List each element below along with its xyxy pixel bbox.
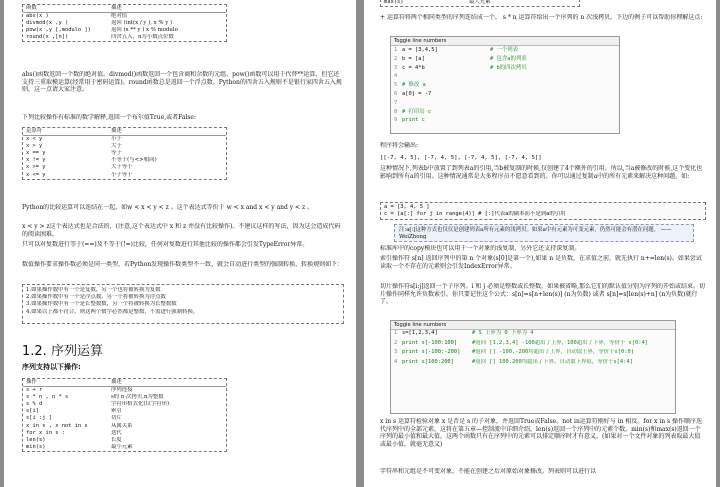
table-row: [23, 437, 226, 444]
line-number: 8: [394, 108, 398, 115]
table-cell-key: x > y: [26, 143, 43, 150]
table-cell-key: 运算符: [26, 128, 43, 134]
code-line: [391, 72, 619, 81]
table-row: [23, 387, 226, 394]
table-cell-desc: 切片: [111, 415, 122, 422]
table-row: [23, 34, 226, 41]
table-header: [23, 5, 226, 13]
program-output: [[-7, 4, 5], [-7, 4, 5], [-7, 4, 5], [-7, 4, 5]]: [380, 155, 542, 161]
table-cell-desc: 等于: [111, 150, 122, 157]
table-header: [23, 128, 226, 136]
table-row: [23, 164, 226, 171]
code-comment: # 包含a的列表: [490, 55, 527, 62]
code-comment: #返回 [] -100,-200均超出了上界，自动取上界，等价于s[0:0]: [472, 349, 634, 356]
toggle-line-numbers-link[interactable]: Toggle line numbers: [391, 37, 619, 46]
paragraph-chained-compare: Python的比较运算可以连结在一起，如w < x < y < z 。这个表达式等价于 w < x and x < y and y < z 。: [22, 204, 314, 211]
table-cell-key: s[i :j ]: [26, 415, 52, 422]
line-number: 7: [394, 99, 398, 106]
table-row: [23, 408, 226, 415]
table-row: [23, 444, 226, 451]
table-row: [23, 172, 226, 179]
table-cell-desc: 描述: [111, 5, 122, 11]
code-line: [391, 108, 619, 117]
table-row: [23, 423, 226, 430]
table-cell-key: s * n , n * s: [26, 394, 69, 401]
code-text: # 修改 a: [402, 82, 426, 89]
code-line: [391, 99, 619, 108]
table-cell-key: x <= y: [26, 171, 46, 178]
paragraph-output-intro: 程序将会输出:: [380, 142, 419, 149]
code-line: [391, 55, 619, 64]
code-text: print c: [402, 117, 425, 124]
line-number: 2: [394, 339, 398, 346]
code-text: a[0] = -7: [402, 90, 432, 97]
table-cell-key: min(s): [26, 443, 46, 450]
paragraph-immutable: 字符串和元组是不可变对象，不能在创建之后对原始对象修改。列表则可以进行以: [380, 468, 597, 475]
table-row: [23, 143, 226, 150]
code-comment: # 一个列表: [490, 47, 519, 53]
table-cell-desc: 小于等于: [111, 171, 133, 178]
code-text: # 打印出 c: [402, 108, 432, 115]
paragraph-in-operator: x in s 运算符检验对象 x 是否是 s 的子对象，并返回True或False。not in运算符刚好与 in 相反。for x in s 操作顺序迭代序列中的全部元素，这将在第五章—控制流中详细介绍。len(s)返回一个序列中的元素个数。min(s)和max(s)返回一个序列的最小值和最大值，这两个函数只有在序列中的元素可以排定顺序时才有意义。(如果对一个文件对象的列表取最大值或最小值，就毫无意义): [380, 418, 702, 449]
toggle-line-numbers-link[interactable]: Toggle line numbers: [391, 321, 675, 330]
paragraph-compare-intro: 下列比较操作有标准的数学解释,返回一个布尔值True,或者False:: [22, 114, 197, 121]
code-text: s=[1,2,3,4]: [402, 330, 438, 336]
table-cell-desc: 从属关系: [111, 422, 133, 429]
table-cell-key: divmod(x ,y ): [26, 20, 69, 27]
table-row: [23, 157, 226, 164]
table-cell-desc: 返回 (x ** y ) x % modulo: [111, 27, 178, 34]
paragraph-abs-divmod: abs()函数返回一个数的绝对值。divmod()函数返回一个包含商和余数的元组。pow()函数可以用于代替**运算，但它还支持三重取模运算(经常用于密码运算)。round函数总是返回一个浮点数。Python的四舍五入规则不是银行家四舍五入规则，这一点请大家注意。: [22, 71, 342, 94]
table-row: max(s) 最大元素: [384, 0, 491, 5]
table-cell-key: pow(x ,y [,modulo ]): [26, 27, 91, 34]
sequence-ops-table: [22, 378, 227, 452]
table-row: [23, 415, 226, 422]
code-text: b = [a]: [402, 55, 425, 62]
table-cell-key: abs(x ): [26, 13, 49, 20]
line-number: 1: [394, 47, 398, 53]
rule-item: 1.如果操作数中有一个是复数，另一个也将被转换为复数: [26, 287, 161, 293]
code-line: [391, 81, 619, 90]
code-line: [391, 349, 675, 357]
code-text: print s[100:200]: [402, 358, 454, 365]
table-cell-desc: 大于等于: [111, 164, 133, 171]
table-cell-desc: 字符串格式化(仅字符串): [111, 401, 170, 408]
table-cell-desc: 描述: [111, 128, 122, 134]
code-text: c = 4*b: [402, 64, 425, 71]
max-row-table: [380, 0, 580, 7]
code-line: [391, 116, 619, 125]
table-row: [23, 13, 226, 20]
coercion-rules-box: [22, 284, 344, 324]
code-comment: #返回 [1,2,3,4] -100超出了上界，100超出了下界，等价于 s[0:4]: [472, 339, 649, 346]
paragraph-coercion: 数值操作要求操作数必须是同一类型，若Python发现操作数类型不一致，就会自动进行类型的强制转换，转换规则如下：: [22, 261, 344, 268]
paragraph-complex: 只可以对复数进行等于(==)及不等于(!=)比较，任何对复数进行其他比较的操作都会引发TypeError异常。: [22, 241, 309, 248]
table-cell-desc: 绝对值: [111, 13, 128, 20]
table-cell-desc: 长度: [111, 436, 122, 443]
table-cell-key: 函数: [26, 5, 37, 11]
table-cell-key: round(x ,[n]): [26, 34, 69, 41]
left-page: [4, 0, 356, 487]
line-number: 2: [394, 55, 398, 62]
table-header: [23, 379, 226, 387]
table-cell-desc: 序列连接: [111, 387, 133, 394]
table-row: [23, 27, 226, 34]
table-cell-key: len(s): [26, 436, 46, 443]
table-cell-desc: 迭代: [111, 429, 122, 436]
line-number: 3: [394, 64, 398, 71]
line-number: 6: [394, 90, 398, 97]
table-cell-key: x in s , x not in s: [26, 422, 88, 429]
table-row: [23, 150, 226, 157]
rule-item: 2.如果操作数中有一个是浮点数，另一个将被转换为浮点数: [26, 294, 166, 301]
table-cell-key: x != y: [26, 157, 46, 164]
code-line: [391, 46, 619, 55]
code-comment: # S 上界为 0 下界为 4: [472, 330, 534, 336]
paragraph-concat: + 运算符将两个相同类型的序列连结成一个。 s * n 运算符给出一个序列的 n 次浅拷贝。下边的例子可以帮助你理解这点:: [380, 14, 703, 21]
table-cell-desc: 四舍五入，n为小数点位数: [111, 34, 174, 41]
code-line: [391, 359, 675, 367]
table-cell-key: s + r: [26, 387, 43, 394]
table-cell-desc: 大于: [111, 143, 122, 150]
code-comment: #返回 [] 100,200均超出了下界，自动取下界值，等价于s[4:4]: [472, 358, 633, 365]
line-number: 9: [394, 117, 398, 124]
note-shallow-copy: 注:a[:]这种方式也仅仅是创建列表a所有元素的浅拷贝。如果a中有元素为可变元素，仍然可能会有潜在问题。 ——WeiZhong: [394, 224, 694, 242]
table-cell-desc: s的 n 次拷贝,n为整数: [111, 394, 164, 401]
table-row: [23, 394, 226, 401]
table-cell-desc: 最小元素: [111, 443, 133, 450]
comparison-table: [22, 127, 227, 180]
code-line: [391, 90, 619, 99]
rule-item: 3.如果操作数中有一个是长整数数，另一个将被转换为长整数数: [26, 301, 177, 308]
table-row: [23, 430, 226, 437]
code-text: a = [3,4,5]: [402, 47, 438, 53]
code-line: [391, 330, 675, 338]
table-cell-desc: 索引: [111, 408, 122, 415]
table-cell-key: for x in s :: [26, 429, 65, 436]
section-subheading: 序列支持以下操作:: [22, 363, 81, 371]
table-cell-desc: 返回 (int(x / y ), x % y ): [111, 20, 173, 27]
table-cell-key: x == y: [26, 150, 46, 157]
paragraph-copy-module: 标准库中的copy模块也可以用于一个对象的浅复制，另外它还支持深复制。: [380, 245, 581, 252]
table-cell-key: 操作: [26, 379, 37, 385]
line-number: 4: [394, 358, 398, 365]
table-cell-key: x < y: [26, 136, 43, 143]
paragraph-index: 索引操作符 s[n] 返回序列中的第 n 个对象(s[0]是第一个),如果 n 是负数，在求值之前，就先执行 n+=len(s)。如果尝试读取一个不存在的元素则会引发IndexError异常。: [380, 255, 702, 270]
line-number: 4: [394, 73, 398, 80]
table-cell-desc: 不等于(与<>相同): [111, 157, 157, 164]
table-cell-key: s[i]: [26, 408, 39, 415]
table-cell-desc: 小于: [111, 136, 122, 143]
paragraph-reference: 这种情况下,列表b中放置了到列表a的引用,当b被复制的时候,仅创建了4个额外的引用。所以,当a被修改的时候,这个变化也影响到所有a的引用。这种情况通常是大多程序员不愿意看到的。你可以通过复制a中的所有元素来解决这种问题。如:: [380, 165, 703, 180]
code-text: print s[-100:-200]: [402, 349, 461, 356]
right-page: [364, 0, 716, 487]
code-line: [391, 340, 675, 348]
code-panel-slice-example: [390, 320, 676, 414]
section-heading: 1.2. 序列运算: [22, 344, 103, 359]
paragraph-slice: 切片操作符s[i:j]返回一个子序列。i 和 j 必须是整数或长整数。如果被省略,那么它们的默认值分别为序列的开始或结束。切片操作同样允许负数索引。你只要记住这个公式：s[n]=s[n+len(s)] (n为负数) 或者 s[n]=s[len(s)+n] (n为负数)就行了。: [380, 283, 705, 306]
table-row: [23, 401, 226, 408]
rule-item: 4.如果以上都不符合，则这两个数字必然都是整数，不需进行强制转换。: [26, 308, 199, 315]
table-cell-key: x >= y: [26, 164, 46, 171]
code-copy-fix: a = [3, 4, 5 ] c = [a[:] for j in range(4)] # [:]代表a的副本而不是到a的引用: [380, 202, 706, 220]
code-line: [391, 64, 619, 73]
code-comment: # b的四次拷贝: [490, 64, 527, 71]
code-panel-copy-example: [390, 36, 620, 134]
table-cell-desc: 描述: [111, 379, 122, 385]
line-number: 3: [394, 349, 398, 356]
functions-table: [22, 4, 227, 42]
table-cell-key: s % d: [26, 401, 43, 408]
table-row: [23, 20, 226, 27]
code-text: print s[-100:100]: [402, 339, 458, 346]
line-number: 5: [394, 82, 398, 89]
table-row: [23, 136, 226, 143]
paragraph-xyz: x < y > z这个表达式也是合法的，(注意,这个表达式中 x 和 z 并没有比较操作)。不建议这样的写法，因为这会造成代码的阅读困难。: [22, 223, 341, 238]
line-number: 1: [394, 330, 398, 336]
